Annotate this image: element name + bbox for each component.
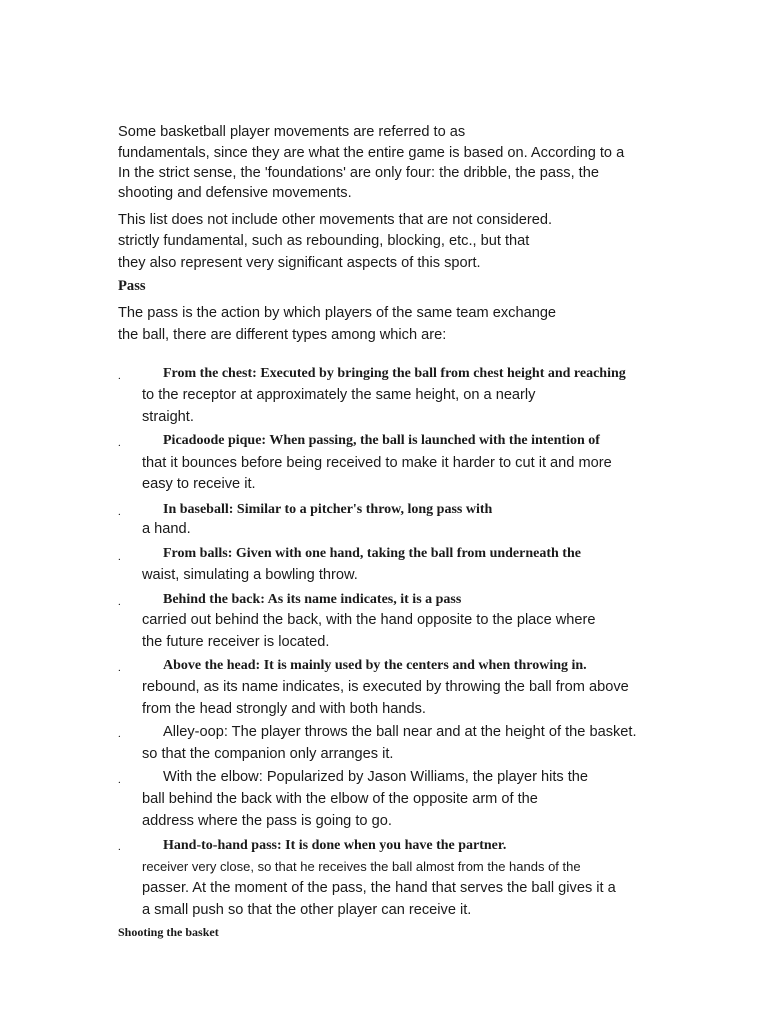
list-item-text: from the head strongly and with both hands. <box>142 701 426 717</box>
list-item-lead: Above the head: It is mainly used by the centers and when throwing in. <box>163 658 587 673</box>
list-item-text: receiver very close, so that he receives the ball almost from the hands of the <box>142 859 581 874</box>
list-item-lead: From the chest: Executed by bringing the ball from chest height and reaching <box>163 366 626 381</box>
intro-line: fundamentals, since they are what the entire game is based on. According to a <box>118 145 625 161</box>
list-item-lead: Picadoode pique: When passing, the ball is launched with the intention of <box>163 433 600 448</box>
list-bullet: . <box>118 506 121 518</box>
intro-line: Some basketball player movements are referred to as <box>118 124 466 140</box>
intro-line: This list does not include other movements that are not considered. <box>118 212 552 228</box>
list-item-lead: Hand-to-hand pass: It is done when you have the partner. <box>163 838 507 853</box>
list-item-text: to the receptor at approximately the same height, on a nearly <box>142 387 536 403</box>
pass-intro-line: The pass is the action by which players of the same team exchange <box>118 305 557 321</box>
section-heading-pass: Pass <box>118 278 146 294</box>
intro-line: In the strict sense, the 'foundations' are only four: the dribble, the pass, the <box>118 165 599 181</box>
pass-intro-line: the ball, there are different types among which are: <box>118 327 447 343</box>
list-item-text: that it bounces before being received to make it harder to cut it and more <box>142 455 612 471</box>
list-item-lead: Alley-oop: The player throws the ball near and at the height of the basket. <box>163 724 637 740</box>
list-bullet: . <box>118 437 121 449</box>
list-bullet: . <box>118 841 121 853</box>
list-item-text: rebound, as its name indicates, is executed by throwing the ball from above <box>142 679 629 695</box>
list-bullet: . <box>118 728 121 740</box>
list-item-text: address where the pass is going to go. <box>142 813 392 829</box>
intro-line: they also represent very significant aspects of this sport. <box>118 255 481 271</box>
list-item-text: ball behind the back with the elbow of the opposite arm of the <box>142 791 538 807</box>
list-item-text: straight. <box>142 409 194 425</box>
list-item-lead: With the elbow: Popularized by Jason Williams, the player hits the <box>163 769 589 785</box>
list-bullet: . <box>118 662 121 674</box>
list-item-text: waist, simulating a bowling throw. <box>142 567 358 583</box>
list-bullet: . <box>118 370 121 382</box>
list-item-text: passer. At the moment of the pass, the hand that serves the ball gives it a <box>142 880 616 896</box>
list-item-lead: From balls: Given with one hand, taking the ball from underneath the <box>163 546 581 561</box>
list-bullet: . <box>118 596 121 608</box>
list-item-text: the future receiver is located. <box>142 634 330 650</box>
intro-line: strictly fundamental, such as rebounding, blocking, etc., but that <box>118 233 530 249</box>
list-item-text: easy to receive it. <box>142 476 256 492</box>
list-bullet: . <box>118 551 121 563</box>
list-item-text: carried out behind the back, with the hand opposite to the place where <box>142 612 596 628</box>
section-heading-shooting: Shooting the basket <box>118 925 219 939</box>
list-item-lead: Behind the back: As its name indicates, it is a pass <box>163 592 462 607</box>
list-item-text: so that the companion only arranges it. <box>142 746 394 762</box>
intro-line: shooting and defensive movements. <box>118 185 352 201</box>
list-item-lead: In baseball: Similar to a pitcher's throw, long pass with <box>163 502 493 517</box>
list-item-text: a hand. <box>142 521 191 537</box>
list-item-text: a small push so that the other player can receive it. <box>142 902 472 918</box>
list-bullet: . <box>118 774 121 786</box>
